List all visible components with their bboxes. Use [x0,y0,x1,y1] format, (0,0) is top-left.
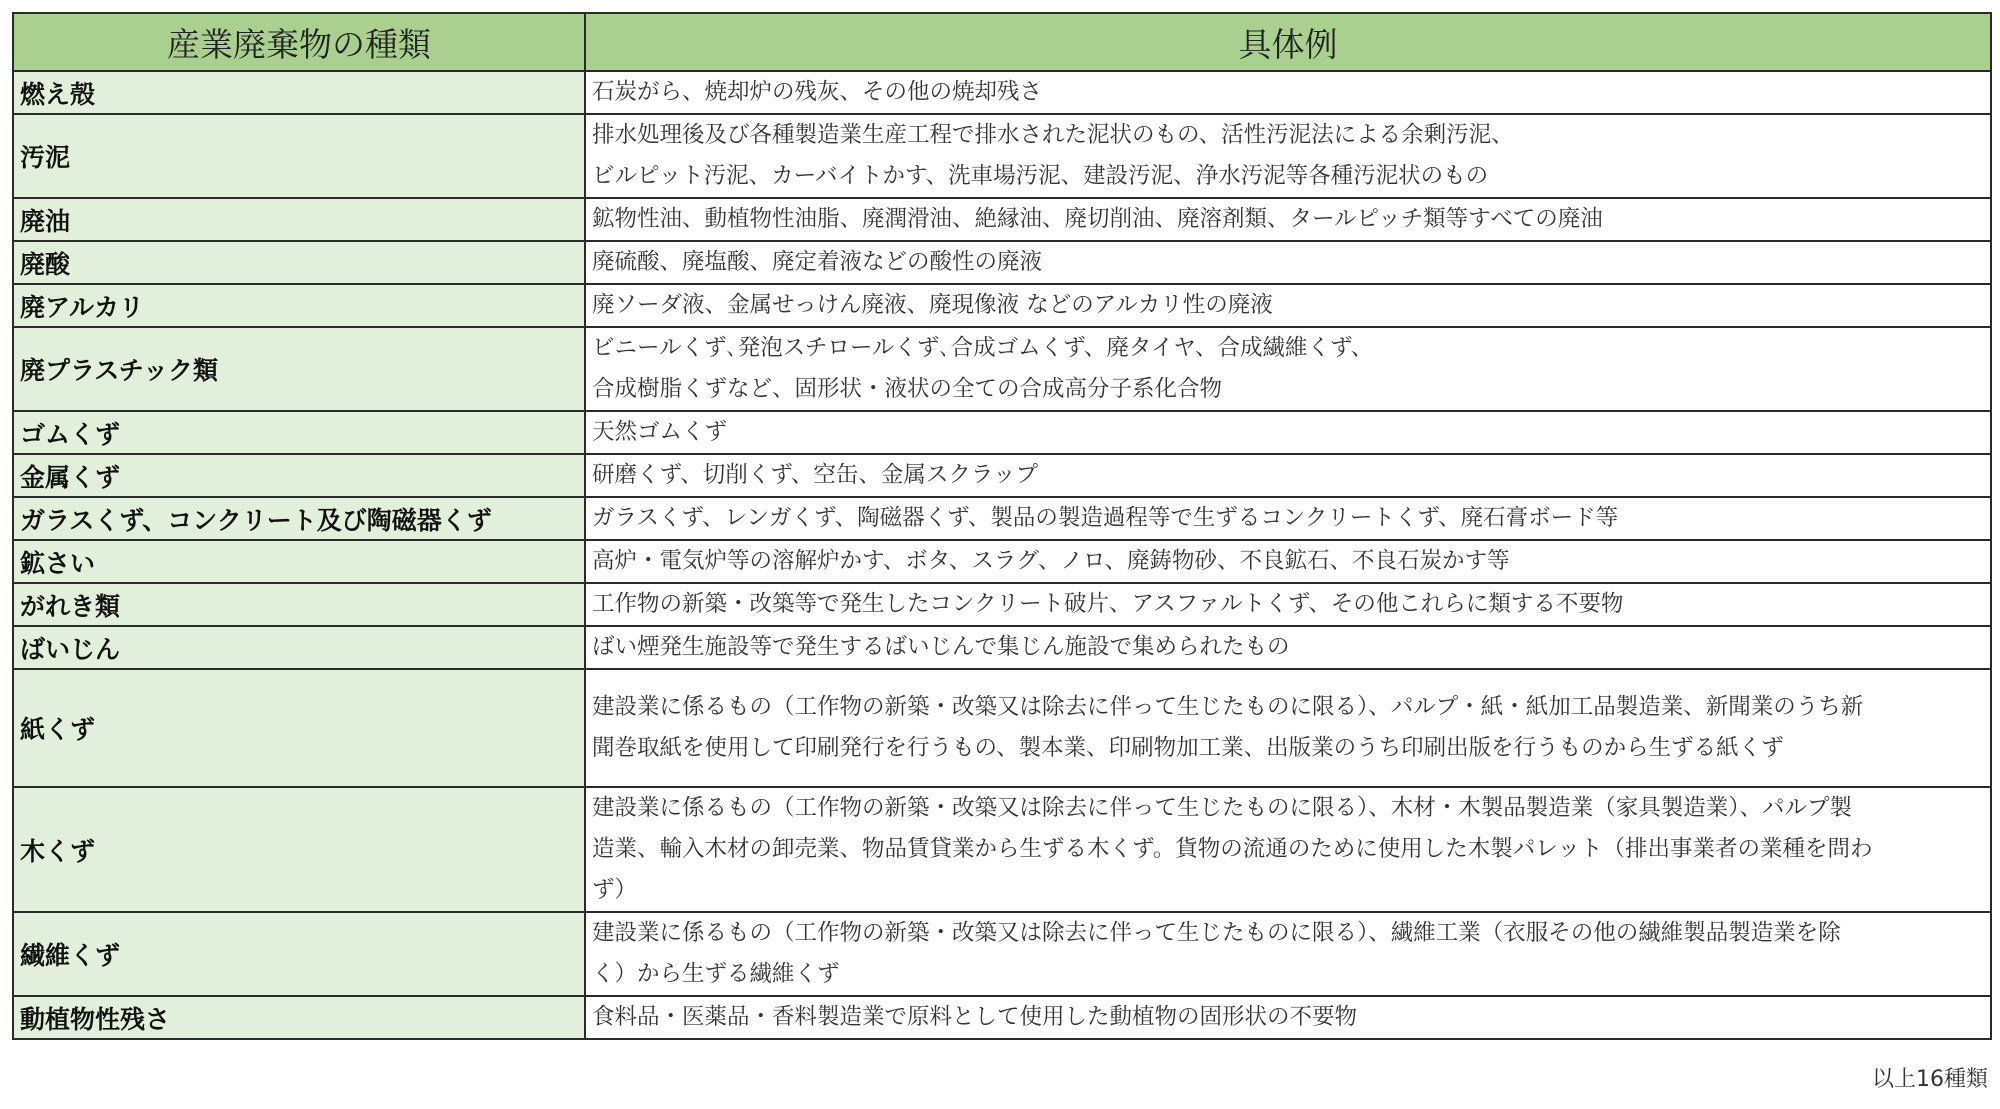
example-line: 聞巻取紙を使用して印刷発行を行うもの、製本業、印刷物加工業、出版業のうち印刷出版を行うものから生ずる紙くず [592,735,1784,761]
example-line: 建設業に係るもの（工作物の新築・改築又は除去に伴って生じたものに限る）、パルプ・紙・紙加工品製造業、新聞業のうち新 [592,694,1864,720]
waste-type-cell: 廃プラスチック類 [13,327,585,411]
waste-type-cell: ガラスくず、コンクリート及び陶磁器くず [13,497,585,540]
waste-type-cell: 廃油 [13,198,585,241]
waste-type-cell: 鉱さい [13,540,585,583]
example-cell [585,669,1991,787]
example-line: 食料品・医薬品・香料製造業で原料として使用した動植物の固形状の不要物 [592,1004,1358,1030]
example-cell [585,198,1991,241]
table-row [13,787,1991,912]
waste-type-cell: ばいじん [13,626,585,669]
example-line: 工作物の新築・改築等で発生したコンクリート破片、アスファルトくず、その他これらに類する不要物 [592,591,1624,617]
example-line: 造業、輸入木材の卸売業、物品賃貸業から生ずる木くず。貨物の流通のために使用した木製パレット（排出事業者の業種を問わ [592,836,1873,862]
waste-type-cell: がれき類 [13,583,585,626]
waste-type-cell: 動植物性残さ [13,996,585,1039]
example-line: 研磨くず、切削くず、空缶、金属スクラップ [592,462,1038,488]
table-header-row [13,13,1991,71]
table-row [13,497,1991,540]
waste-type-cell: 汚泥 [13,114,585,198]
example-line: 鉱物性油、動植物性油脂、廃潤滑油、絶縁油、廃切削油、廃溶剤類、タールピッチ類等すべての廃油 [592,206,1603,232]
example-cell [585,411,1991,454]
table-row [13,241,1991,284]
example-cell [585,114,1991,198]
total-count-note: 以上16種類 [1872,1067,1988,1092]
example-line: 石炭がら、焼却炉の残灰、その他の焼却残さ [592,79,1043,105]
table-row [13,996,1991,1039]
table-row [13,71,1991,114]
example-cell [585,626,1991,669]
table-row [13,626,1991,669]
example-line: く）から生ずる繊維くず [592,961,840,987]
example-cell [585,454,1991,497]
example-line: ず） [592,877,638,903]
example-line: 排水処理後及び各種製造業生産工程で排水された泥状のもの、活性汚泥法による余剰汚泥、 [592,122,1514,148]
header-examples: 具体例 [585,13,1991,71]
table-row [13,198,1991,241]
example-line: ガラスくず、レンガくず、陶磁器くず、製品の製造過程等で生ずるコンクリートくず、廃石膏ボード等 [592,505,1619,531]
waste-type-cell: 燃え殻 [13,71,585,114]
example-line: ばい煙発生施設等で発生するばいじんで集じん施設で集められたもの [592,634,1290,660]
table-row [13,454,1991,497]
waste-type-cell: 繊維くず [13,912,585,996]
example-cell [585,284,1991,327]
example-cell [585,241,1991,284]
table-row [13,540,1991,583]
waste-type-cell: 廃酸 [13,241,585,284]
example-cell [585,912,1991,996]
table-row [13,912,1991,996]
industrial-waste-table [12,12,1992,1040]
example-cell [585,327,1991,411]
example-cell [585,583,1991,626]
example-line: 建設業に係るもの（工作物の新築・改築又は除去に伴って生じたものに限る）、木材・木製品製造業（家具製造業）、パルプ製 [592,795,1853,821]
table-row [13,583,1991,626]
waste-type-cell: 金属くず [13,454,585,497]
example-line: 合成樹脂くずなど、固形状・液状の全ての合成高分子系化合物 [592,376,1223,402]
example-line: 天然ゴムくず [592,419,728,445]
table-row [13,327,1991,411]
waste-type-cell: 木くず [13,787,585,912]
example-line: 廃硫酸、廃塩酸、廃定着液などの酸性の廃液 [592,249,1043,275]
example-cell [585,540,1991,583]
example-line: 建設業に係るもの（工作物の新築・改築又は除去に伴って生じたものに限る）、繊維工業（衣服その他の繊維製品製造業を除 [592,920,1841,946]
table-row [13,411,1991,454]
example-cell [585,787,1991,912]
example-cell [585,996,1991,1039]
example-line: ビニールくず､発泡スチロールくず､合成ゴムくず、廃タイヤ、合成繊維くず、 [592,335,1374,361]
waste-type-cell: 廃アルカリ [13,284,585,327]
example-cell [585,71,1991,114]
waste-type-cell: ゴムくず [13,411,585,454]
waste-type-cell: 紙くず [13,669,585,787]
table-row [13,284,1991,327]
table-row [13,669,1991,787]
example-line: ビルピット汚泥、カーバイトかす、洗車場汚泥、建設汚泥、浄水汚泥等各種汚泥状のもの [592,163,1489,189]
example-line: 高炉・電気炉等の溶解炉かす、ボタ、スラグ、ノロ、廃鋳物砂、不良鉱石、不良石炭かす等 [592,548,1510,574]
example-cell [585,497,1991,540]
table-row [13,114,1991,198]
header-waste-type: 産業廃棄物の種類 [13,13,585,71]
example-line: 廃ソーダ液、金属せっけん廃液、廃現像液 などのアルカリ性の廃液 [592,292,1273,318]
